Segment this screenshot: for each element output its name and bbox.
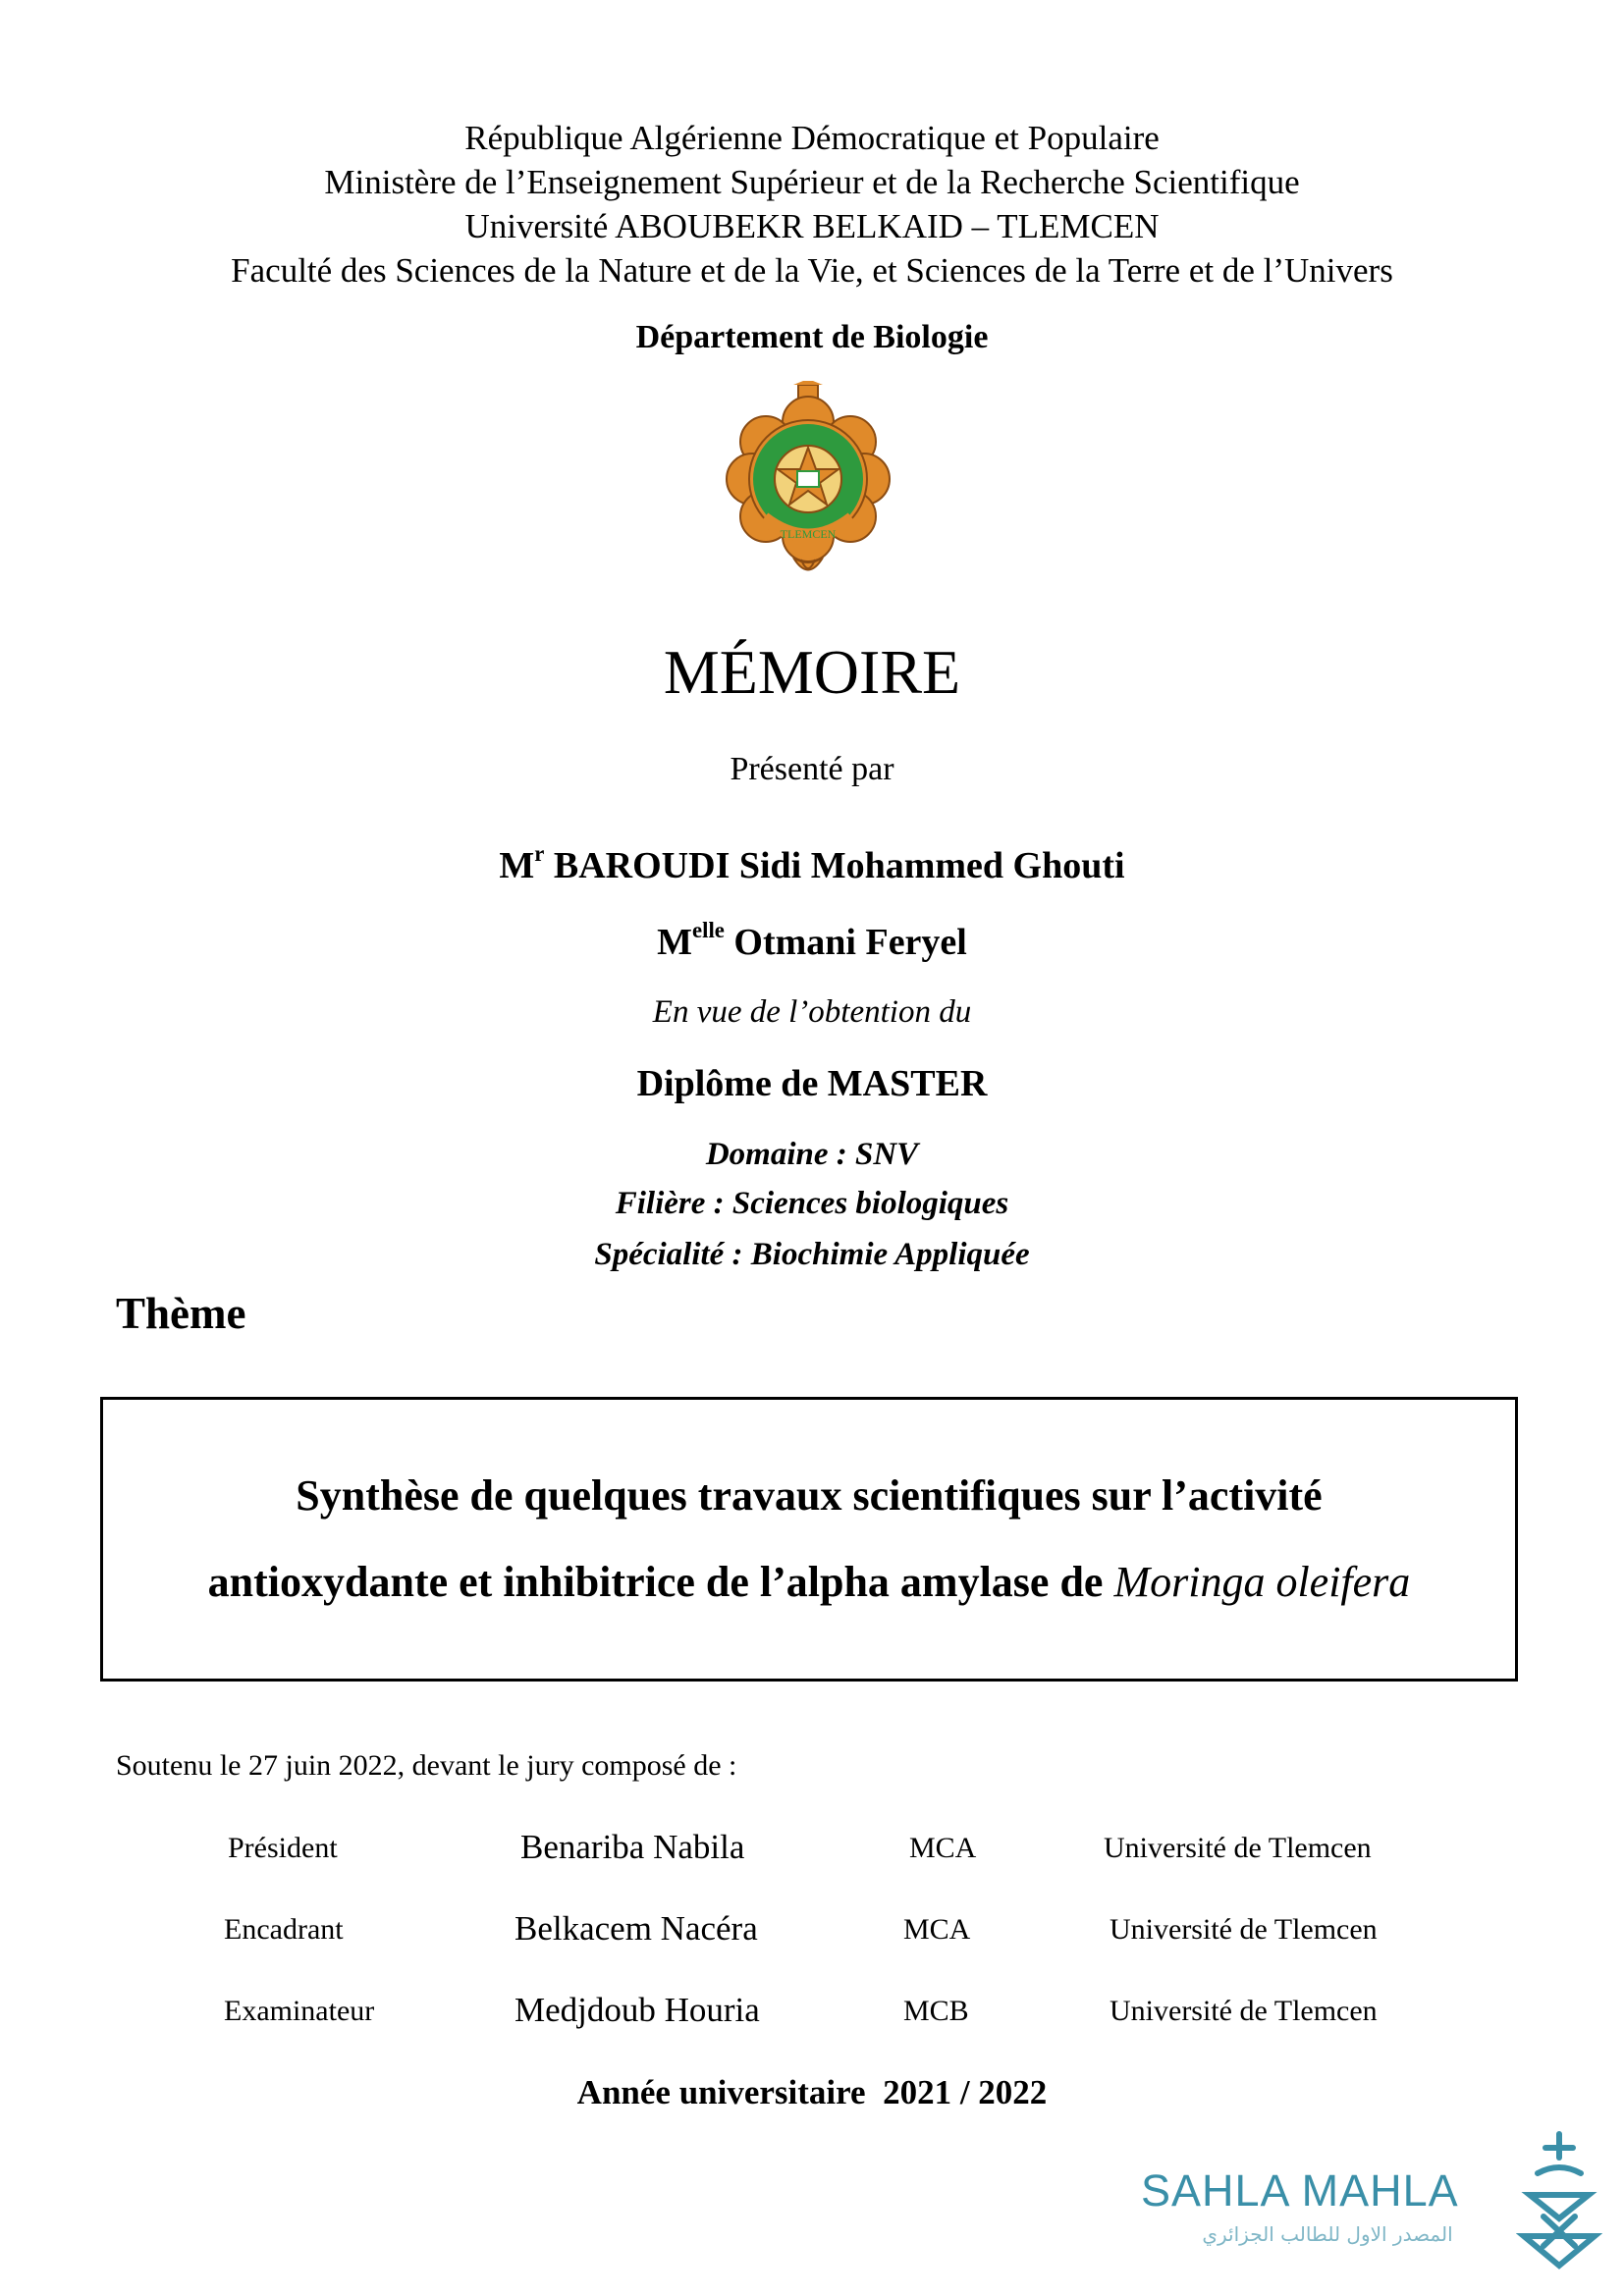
header-university: Université ABOUBEKR BELKAID – TLEMCEN <box>464 207 1160 245</box>
jury-row <box>0 1991 1624 2040</box>
watermark-logo <box>1141 2128 1602 2275</box>
jury-role: Examinateur <box>224 1995 375 2027</box>
theme-line-1: Synthèse de quelques travaux scientifiques sur l’activité <box>296 1471 1323 1520</box>
academic-year: Année universitaire 2021 / 2022 <box>576 2073 1048 2111</box>
field: Filière : Sciences biologiques <box>615 1186 1009 1221</box>
author-1-name: BAROUDI Sidi Mohammed Ghouti <box>553 845 1125 886</box>
specialty: Spécialité : Biochimie Appliquée <box>594 1237 1030 1272</box>
emblem-caption: TLEMCEN <box>780 527 837 541</box>
jury-name: Belkacem Nacéra <box>514 1909 758 1948</box>
jury-grade: MCB <box>903 1995 969 2027</box>
university-emblem <box>715 381 901 582</box>
jury-name: Benariba Nabila <box>520 1828 745 1866</box>
presented-by: Présenté par <box>730 751 894 787</box>
jury-institution: Université de Tlemcen <box>1104 1832 1372 1864</box>
jury-institution: Université de Tlemcen <box>1110 1995 1378 2027</box>
author-1 <box>0 840 1624 887</box>
author-1-prefix: M <box>499 845 535 886</box>
diploma: Diplôme de MASTER <box>636 1063 988 1104</box>
department: Département de Biologie <box>635 319 989 355</box>
defense-intro: Soutenu le 27 juin 2022, devant le jury composé de : <box>116 1749 737 1782</box>
author-1-title: r <box>534 840 545 866</box>
jury-role: Président <box>228 1832 338 1864</box>
document-type: MÉMOIRE <box>663 637 961 707</box>
theme-label: Thème <box>116 1289 246 1338</box>
theme-box <box>100 1397 1518 1682</box>
header-ministry: Ministère de l’Enseignement Supérieur et de la Recherche Scientifique <box>324 163 1300 201</box>
calligraphy-icon <box>1516 2128 1602 2275</box>
jury-row <box>0 1828 1624 1877</box>
theme-species: Moringa oleifera <box>1113 1558 1411 1606</box>
header-republic: République Algérienne Démocratique et Populaire <box>464 119 1160 157</box>
watermark-brand: SAHLA MAHLA <box>1141 2165 1459 2216</box>
jury-grade: MCA <box>903 1913 971 1946</box>
jury-institution: Université de Tlemcen <box>1110 1913 1378 1946</box>
domain: Domaine : SNV <box>705 1137 919 1172</box>
jury-name: Medjdoub Houria <box>514 1991 760 2029</box>
author-2-name: Otmani Feryel <box>733 922 967 963</box>
watermark-tagline: المصدر الاول للطالب الجزائري <box>1202 2222 1453 2246</box>
theme-title <box>208 1453 1411 1626</box>
theme-line-2: antioxydante et inhibitrice de l’alpha amylase de <box>207 1558 1104 1606</box>
author-2-prefix: M <box>657 922 693 963</box>
purpose: En vue de l’obtention du <box>652 994 972 1030</box>
author-2-title: elle <box>692 917 725 942</box>
jury-row <box>0 1909 1624 1958</box>
jury-grade: MCA <box>909 1832 977 1864</box>
jury-role: Encadrant <box>224 1913 344 1946</box>
header-faculty: Faculté des Sciences de la Nature et de la Vie, et Sciences de la Terre et de l’Univers <box>231 251 1393 290</box>
author-2 <box>0 917 1624 964</box>
